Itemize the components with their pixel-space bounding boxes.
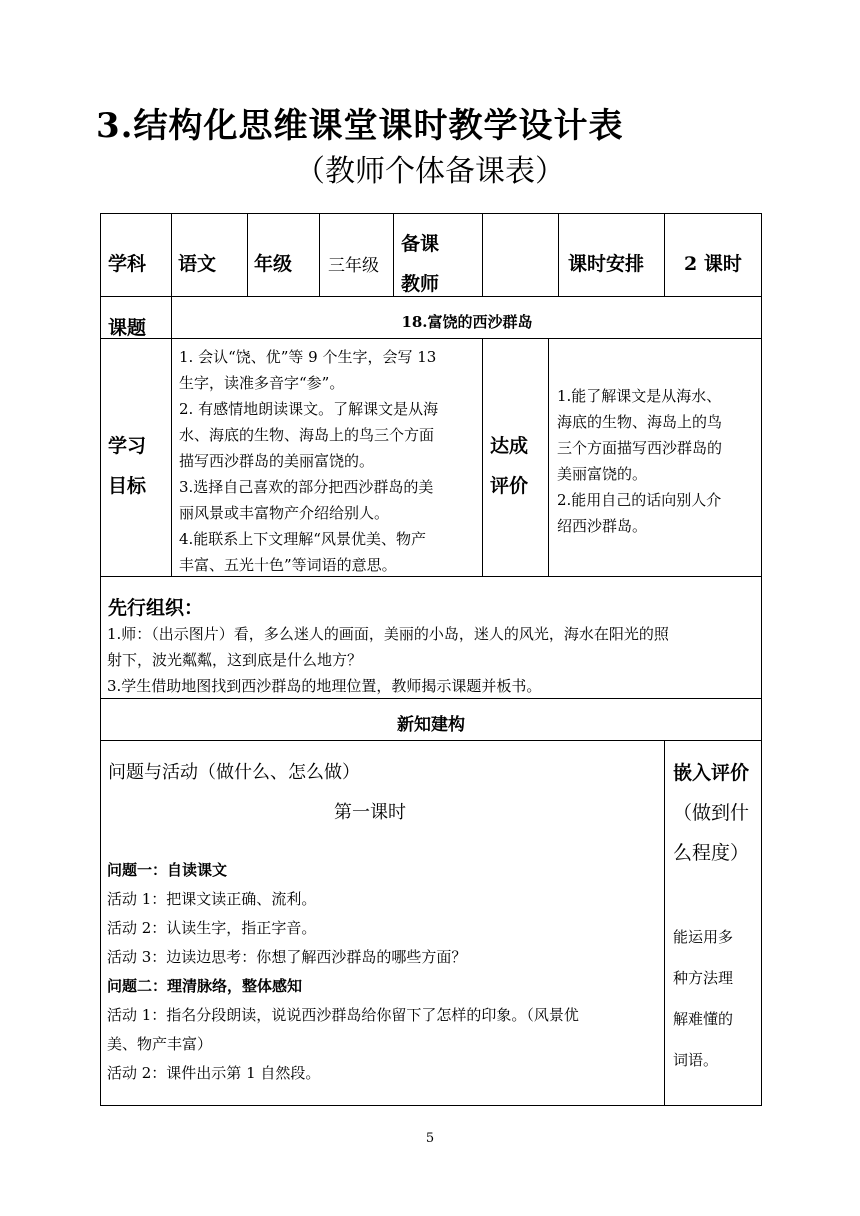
rule	[393, 213, 394, 296]
goals-label-line1: 学习	[108, 435, 147, 457]
rule	[100, 1105, 762, 1106]
activity-item: 美、物产丰富）	[107, 1035, 213, 1053]
question-two: 问题二：理清脉络，整体感知	[107, 977, 303, 995]
subject-value: 语文	[178, 253, 217, 275]
goal-line: 水、海底的生物、海岛上的鸟三个方面	[179, 426, 435, 444]
grade-value: 三年级	[328, 256, 379, 276]
document-title: 3.结构化思维课堂课时教学设计表	[96, 106, 624, 146]
rule	[761, 213, 762, 1106]
rule	[482, 213, 483, 296]
rule	[558, 213, 559, 296]
advance-line: 3.学生借助地图找到西沙群岛的地理位置，教师揭示课题并板书。	[107, 677, 542, 695]
teacher-label-line1: 备课	[401, 233, 440, 255]
evaluation-line: 美丽富饶的。	[557, 465, 648, 483]
rule	[247, 213, 248, 296]
rule	[100, 296, 762, 297]
activities-text	[107, 856, 662, 1088]
embedded-evaluation-sub-line2: 么程度）	[673, 842, 750, 864]
advance-line: 射下，波光粼粼，这到底是什么地方？	[107, 651, 363, 669]
topic-label: 课题	[108, 317, 147, 339]
rule	[548, 338, 549, 576]
rule	[482, 338, 483, 576]
goals-label-line2: 目标	[108, 475, 147, 497]
rule	[100, 338, 762, 339]
teacher-label-line2: 教师	[401, 273, 440, 295]
activity-item: 活动 1：指名分段朗读，说说西沙群岛给你留下了怎样的印象。（风景优	[107, 1006, 579, 1024]
goal-line: 丽风景或丰富物产介绍给别人。	[179, 504, 390, 522]
question-one: 问题一：自读课文	[107, 861, 228, 879]
goal-line: 4.能联系上下文理解“风景优美、物产	[179, 530, 426, 548]
new-knowledge-heading: 新知建构	[397, 715, 465, 735]
evaluation-line: 海底的生物、海岛上的鸟	[557, 413, 723, 431]
embedded-evaluation-line: 词语。	[673, 1051, 719, 1069]
lesson-plan-table	[100, 213, 762, 1106]
advance-organizer-heading: 先行组织：	[108, 597, 204, 619]
embedded-evaluation-line: 能运用多	[673, 928, 734, 946]
embedded-evaluation-line: 解难懂的	[673, 1010, 734, 1028]
grade-label: 年级	[254, 253, 293, 275]
rule	[171, 213, 172, 576]
subject-label: 学科	[108, 253, 147, 275]
evaluation-label-line1: 达成	[490, 435, 529, 457]
evaluation-label-line2: 评价	[490, 475, 529, 497]
embedded-evaluation-heading: 嵌入评价	[673, 762, 750, 784]
activity-item: 活动 2：课件出示第 1 自然段。	[107, 1064, 321, 1082]
goal-line: 2. 有感情地朗读课文。了解课文是从海	[179, 400, 439, 418]
hours-label: 课时安排	[568, 253, 645, 275]
rule	[100, 213, 762, 214]
lesson-label: 第一课时	[334, 802, 406, 823]
hours-value: 2 课时	[684, 253, 742, 275]
advance-line: 1.师：（出示图片）看，多么迷人的画面，美丽的小岛，迷人的风光，海水在阳光的照	[107, 625, 669, 643]
document-subtitle: （教师个体备课表）	[295, 154, 565, 189]
evaluation-text	[557, 383, 759, 539]
activities-heading: 问题与活动（做什么、怎么做）	[108, 762, 360, 783]
embedded-evaluation-text	[673, 917, 733, 1081]
goal-line: 生字，读准多音字“参”。	[179, 374, 345, 392]
rule	[664, 740, 665, 1106]
topic-value: 18.富饶的西沙群岛	[401, 313, 533, 331]
rule	[664, 213, 665, 296]
goal-line: 3.选择自己喜欢的部分把西沙群岛的美	[179, 478, 434, 496]
evaluation-line: 绍西沙群岛。	[557, 517, 648, 535]
goal-line: 描写西沙群岛的美丽富饶的。	[179, 452, 375, 470]
activity-item: 活动 2：认读生字，指正字音。	[107, 919, 317, 937]
evaluation-line: 1.能了解课文是从海水、	[557, 387, 722, 405]
evaluation-line: 2.能用自己的话向别人介	[557, 491, 722, 509]
page-number: 5	[425, 1131, 435, 1146]
embedded-evaluation-sub-line1: （做到什	[673, 802, 750, 824]
embedded-evaluation-line: 种方法理	[673, 969, 734, 987]
goal-line: 丰富、五光十色”等词语的意思。	[179, 556, 397, 574]
goals-text	[179, 344, 479, 578]
rule	[100, 213, 101, 1106]
rule	[319, 213, 320, 296]
activity-item: 活动 3：边读边思考：你想了解西沙群岛的哪些方面？	[107, 948, 467, 966]
evaluation-line: 三个方面描写西沙群岛的	[557, 439, 723, 457]
goal-line: 1. 会认“饶、优”等 9 个生字，会写 13	[179, 348, 437, 366]
activity-item: 活动 1：把课文读正确、流利。	[107, 890, 317, 908]
rule	[100, 740, 762, 741]
advance-organizer-text	[107, 621, 757, 699]
